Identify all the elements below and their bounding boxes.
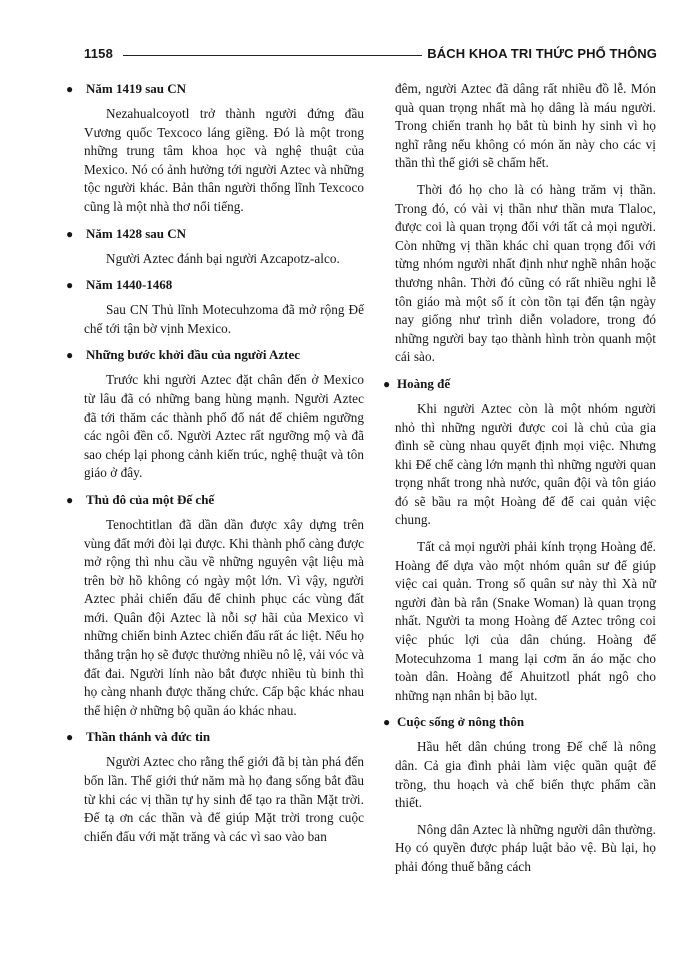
paragraph: Người Aztec cho rằng thế giới đã bị tàn phá đến bốn lần. Thế giới thứ năm mà họ đang sống bắt đầu từ khi các vị thần tự hy sinh để tạo ra thần Mặt trời. Để tạ ơn các thần và để giúp Mặt trời trong cuộc chiến đấu với mặt trăng và các vì sao vào ban <box>84 754 364 844</box>
section-heading: ● Hoàng đế <box>383 375 451 391</box>
bullet-icon: ● <box>66 226 74 241</box>
section-heading: ● Những bước khởi đầu của người Aztec <box>66 347 301 363</box>
paragraph: Người Aztec đánh bại người Azcapotz-alco. <box>106 250 340 266</box>
section-gods-beliefs <box>64 728 364 846</box>
bullet-icon: ● <box>66 492 74 507</box>
left-column <box>64 80 364 854</box>
section-heading: ● Năm 1428 sau CN <box>66 225 187 241</box>
section-heading: ● Cuộc sống ở nông thôn <box>383 714 525 730</box>
bullet-icon: ● <box>66 278 74 293</box>
paragraph: Tenochtitlan đã dần dần được xây dựng trên vùng đất mới đòi lại được. Khi thành phố càng được mở rộng thì nhu cầu về những nguyên vật liệu mà trên bờ hồ không có ngày một lớn. Vì vậy, người Aztec phải chiến đấu để chinh phục các vùng đất mới. Quân đội Aztec là nỗi sợ hãi của Mexico vì những chiến binh Aztec chiến đấu rất ác liệt. Nếu họ thắng trận họ sẽ được thưởng nhiều nô lệ, vải vóc và đất đai. Người lính nào bắt được nhiều tù binh thì họ càng nhanh được thăng chức. Cấp bậc khác nhau thể hiện ở những bộ quần áo khác nhau. <box>84 516 364 718</box>
paragraph: Trước khi người Aztec đặt chân đến ở Mexico từ lâu đã có những bang hùng mạnh. Người Aztec đã tới thăm các thành phố đổ nát để chiêm ngưỡng các ngôi đền cổ. Người Aztec rất ngưỡng mộ và đã sao chép lại phong cảnh kiến trúc, nghệ thuật và tôn giáo ở đây. <box>84 372 364 481</box>
paragraph: Nông dân Aztec là những người dân thường. Họ có quyền được pháp luật bảo vệ. Bù lại, họ phải đóng thuế bằng cách <box>395 821 656 874</box>
section-beginnings <box>64 346 364 483</box>
bullet-icon: ● <box>383 376 391 391</box>
paragraph: Sau CN Thủ lĩnh Motecuhzoma đã mở rộng Đế chế tới tận bờ vịnh Mexico. <box>84 302 364 336</box>
section-emperor <box>381 375 656 706</box>
section-1419 <box>64 80 364 217</box>
section-heading: ● Năm 1419 sau CN <box>66 81 187 96</box>
paragraph: Khi người Aztec còn là một nhóm người nhỏ thì những người được coi là chủ của gia đình sẽ cùng nhau quyết định mọi việc. Nhưng khi Đế chế càng lớn mạnh thì những người quan trọng nhất trong nhà nước, quân đội và tôn giáo đó sẽ bầu ra một Hoàng đế để cai quản việc chung. <box>395 400 656 528</box>
paragraph: Thời đó họ cho là có hàng trăm vị thần. Trong đó, có vài vị thần như thần mưa Tlaloc, được coi là quan trọng đối với tất cả mọi người. Còn những vị thần khác chỉ quan trọng đối với từng nhóm người nhất định như nghề nhân hoặc thương nhân. Thời đó cũng có rất nhiều nghi lễ tôn giáo mà một số ít còn tồn tại đến tận ngày nay giống như trình diễn voladore, trong đó những người bay tạo thành hình tròn quanh một cái sào. <box>395 181 656 365</box>
bullet-icon: ● <box>383 715 391 730</box>
paragraph: Tất cả mọi người phải kính trọng Hoàng đế. Hoàng đế dựa vào một nhóm quân sư để giúp việc cai quản. Trong số quân sư này thì Xà nữ người đàn bà rắn (Snake Woman) là quan trọng nhất. Người ta mong Hoàng đế Aztec trông coi việc phúc lợi của dân chúng. Hoàng đế Motecuhzoma 1 mang lại cơm ăn áo mặc cho toàn dân. Hoàng đế Ahuitzotl phát ngô cho những nạn nhân bị bão lụt. <box>395 539 656 703</box>
page-header <box>84 44 657 68</box>
section-heading: ● Thần thánh và đức tin <box>66 729 211 745</box>
section-capital <box>64 491 364 721</box>
section-1428 <box>64 225 364 269</box>
header-rule <box>123 55 422 56</box>
section-heading: ● Năm 1440-1468 <box>66 277 173 293</box>
bullet-icon: ● <box>66 730 74 745</box>
right-column <box>381 80 656 885</box>
page-number: 1158 <box>84 46 114 61</box>
section-1440-1468 <box>64 276 364 338</box>
bullet-icon: ● <box>66 348 74 363</box>
bullet-icon: ● <box>66 82 74 96</box>
paragraph: Hầu hết dân chúng trong Đế chế là nông dân. Cả gia đình phải làm việc quần quật để trồng, thu hoạch và chế biến thực phẩm cần thiết. <box>395 739 656 811</box>
section-heading: ● Thủ đô của một Đế chế <box>66 491 215 507</box>
running-title: BÁCH KHOA TRI THỨC PHỔ THÔNG <box>427 46 657 61</box>
section-rural-life <box>381 713 656 876</box>
paragraph-continued: đêm, người Aztec đã dâng rất nhiều đồ lễ. Món quà quan trọng nhất mà họ dâng là máu người. Trong chiến tranh họ bắt tù binh hy sinh vì họ nghĩ rằng nếu không có món ăn này cho các vị thần thì thế giới sẽ chấm hết. <box>395 81 656 171</box>
paragraph: Nezahualcoyotl trở thành người đứng đầu Vương quốc Texcoco láng giềng. Đó là một trong những trung tâm khoa học và nghệ thuật của Mexico. Nó có ảnh hưởng tới người Aztec và những tộc người khác. Bản thân người thống lĩnh Texcoco cũng là một nhà thơ nổi tiếng. <box>84 106 364 214</box>
